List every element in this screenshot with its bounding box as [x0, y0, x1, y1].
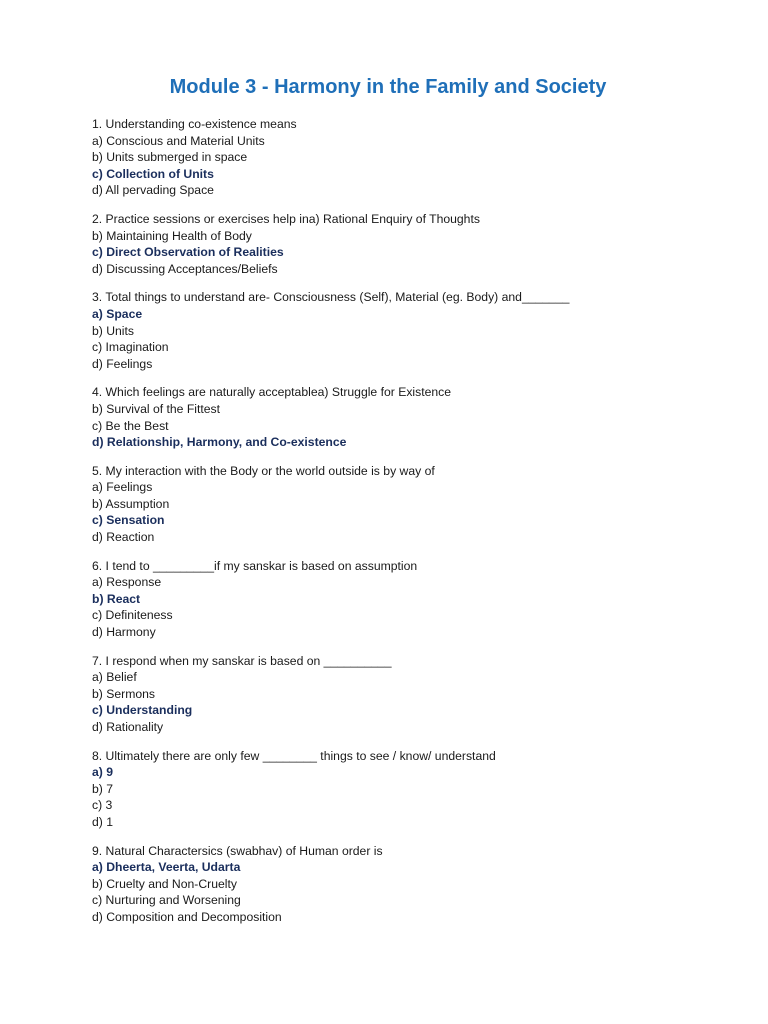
question-2 — [92, 211, 712, 277]
page-title: Module 3 - Harmony in the Family and Society — [169, 76, 607, 98]
answer-option-correct: a) Dheerta, Veerta, Udarta — [92, 860, 241, 875]
answer-option: a) Belief — [92, 670, 137, 685]
question-stem: 2. Practice sessions or exercises help ina) Rational Enquiry of Thoughts — [92, 211, 480, 226]
question-stem: 4. Which feelings are naturally acceptablea) Struggle for Existence — [92, 385, 452, 400]
question-6 — [92, 558, 712, 641]
question-9 — [92, 843, 712, 926]
question-stem: 9. Natural Charactersics (swabhav) of Human order is — [92, 843, 383, 858]
question-4 — [92, 384, 712, 450]
answer-option: d) Discussing Acceptances/Beliefs — [92, 261, 278, 276]
answer-option: b) Sermons — [92, 686, 155, 701]
question-stem: 5. My interaction with the Body or the world outside is by way of — [92, 463, 435, 478]
answer-option-correct: b) React — [92, 591, 141, 606]
answer-option: a) Conscious and Material Units — [92, 133, 265, 148]
answer-option: c) Imagination — [92, 340, 169, 355]
question-3 — [92, 289, 712, 372]
answer-option: d) Rationality — [92, 720, 164, 734]
answer-option: a) Response — [92, 575, 162, 590]
answer-option-correct: c) Sensation — [92, 513, 165, 528]
answer-option: c) Be the Best — [92, 418, 169, 433]
answer-option-correct: d) Relationship, Harmony, and Co-existence — [92, 435, 347, 450]
question-list — [92, 116, 712, 938]
answer-option: b) Survival of the Fittest — [92, 401, 221, 416]
answer-option: b) 7 — [92, 781, 114, 796]
answer-option: c) Nurturing and Worsening — [92, 893, 241, 908]
answer-option: d) All pervading Space — [92, 183, 214, 198]
answer-option-correct: c) Direct Observation of Realities — [92, 245, 284, 260]
answer-option-correct: a) Space — [92, 306, 143, 321]
question-stem: 6. I tend to _________if my sanskar is based on assumption — [92, 558, 418, 573]
answer-option: a) Feelings — [92, 480, 153, 495]
answer-option: b) Units — [92, 323, 134, 338]
answer-option-correct: c) Collection of Units — [92, 166, 214, 181]
question-stem: 3. Total things to understand are- Consciousness (Self), Material (eg. Body) and_______ — [92, 290, 570, 305]
answer-option: b) Cruelty and Non-Cruelty — [92, 876, 237, 891]
answer-option: d) 1 — [92, 814, 114, 829]
answer-option: b) Assumption — [92, 496, 170, 511]
answer-option: d) Harmony — [92, 625, 156, 640]
answer-option: c) Definiteness — [92, 608, 173, 623]
question-stem: 1. Understanding co-existence means — [92, 117, 297, 131]
question-stem: 7. I respond when my sanskar is based on __________ — [92, 653, 392, 668]
answer-option-correct: c) Understanding — [92, 703, 193, 718]
question-7 — [92, 653, 712, 736]
answer-option: b) Maintaining Health of Body — [92, 228, 252, 243]
question-stem: 8. Ultimately there are only few ________ things to see / know/ understand — [92, 748, 496, 763]
answer-option: d) Feelings — [92, 356, 153, 371]
answer-option-correct: a) 9 — [92, 765, 114, 780]
question-1 — [92, 116, 712, 199]
answer-option: d) Composition and Decomposition — [92, 909, 282, 924]
answer-option: c) 3 — [92, 798, 113, 813]
question-8 — [92, 748, 712, 831]
answer-option: d) Reaction — [92, 530, 155, 545]
question-5 — [92, 463, 712, 546]
answer-option: b) Units submerged in space — [92, 150, 248, 165]
